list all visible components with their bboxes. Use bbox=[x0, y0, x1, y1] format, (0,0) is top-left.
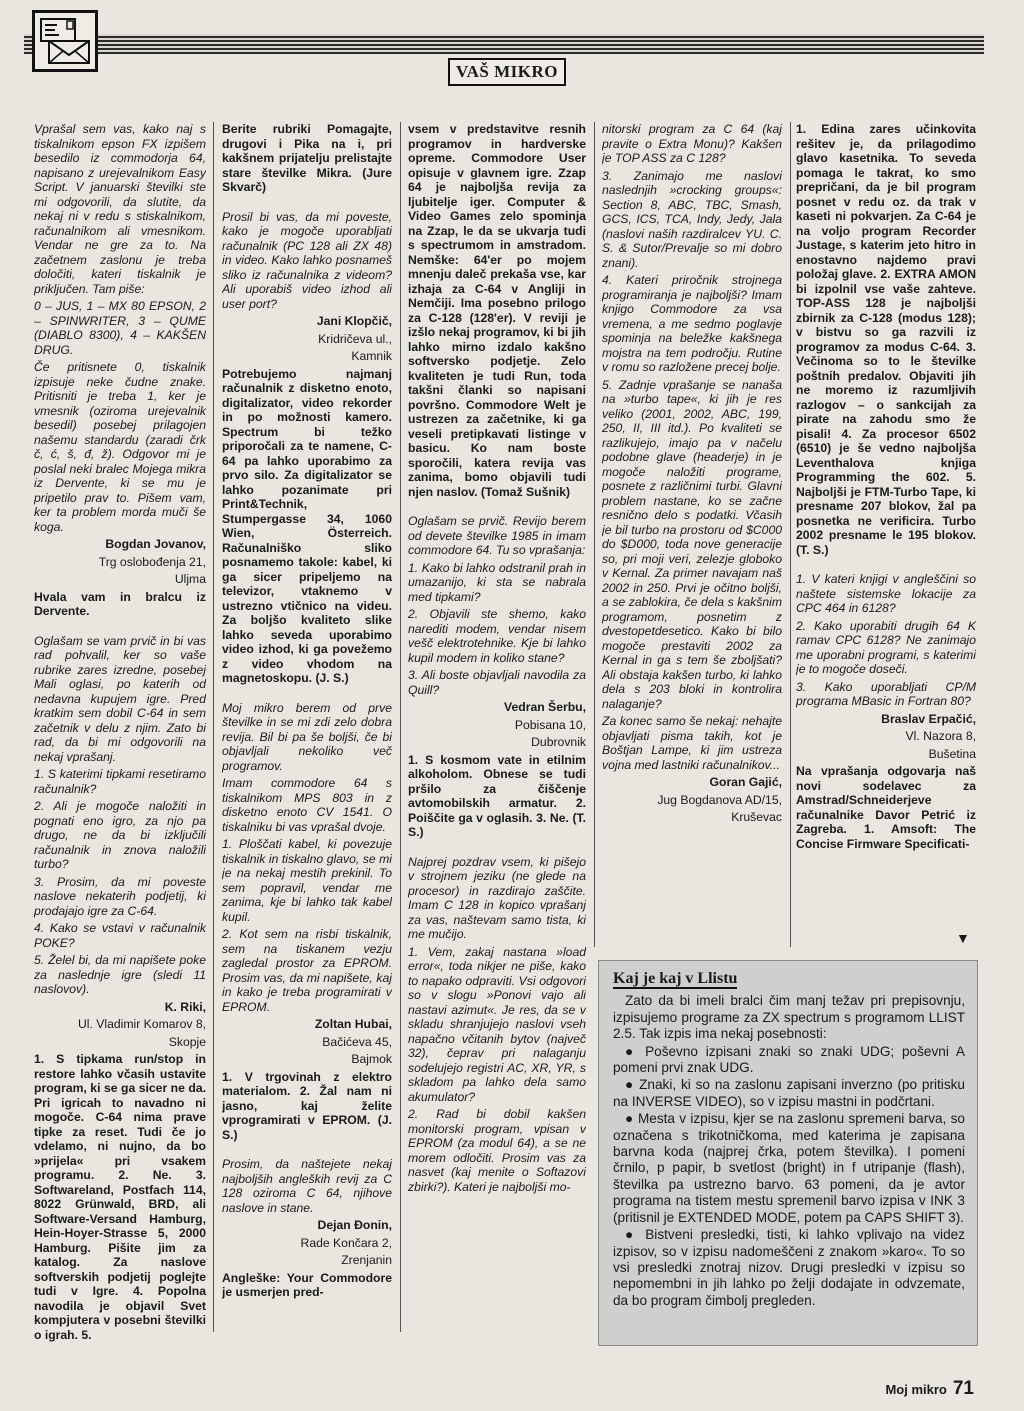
signature-name: Dejan Đonin, bbox=[317, 1218, 392, 1232]
reader-letter: 3. Ali boste objavljali navodila za Quill? bbox=[408, 668, 586, 697]
page-footer bbox=[885, 1378, 974, 1400]
signature-name: Zoltan Hubai, bbox=[314, 1017, 392, 1031]
editor-reply: 1. S kosmom vate in etilnim alkoholom. Obnese se tudi pršilo za čiščenje avtomobilskih armatur. 2. Poiščite ga v oglasih. 3. Ne. (T. S.) bbox=[408, 752, 586, 839]
signature-address: Zrenjanin bbox=[341, 1253, 392, 1267]
reader-letter: 0 – JUS, 1 – MX 80 EPSON, 2 – SPINWRITER, 3 – QUME (DIABLO 8300), 4 – KAKŠEN DRUG. bbox=[34, 299, 206, 357]
editor-reply: Na vprašanja odgovarja naš novi sodelavec za Amstrad/Schneiderjeve računalnike Davor Petrić iz Zagreba. 1. Amsoft: The Concise Firmware Specificati- bbox=[796, 764, 976, 851]
reader-letter: 3. Zanimajo me naslovi naslednjih »crocking groups«: Section 8, ABC, TBC, Smash, GCS, ICS, TCA, Indy, Jedy, Jala (naslovi naših razdiralcev YU. C. S. & Sutor/Prevalje so mi dobro znani). bbox=[602, 168, 782, 270]
editor-reply: vsem v predstavitve resnih programov in hardverske opreme. Commodore User opisuje v glavnem igre. Zzap 64 je najboljša revija za ljubitelje iger. Computer & Video Games zelo spominja na Zzap, le da se ukvarja tudi s spectrumom in amstradom. Nemške: 64'er po mojem mnenju daleč prekaša vse, kar izhaja za C-64 v Angliji in Nemčiji. Ima posebno prilogo za C-128 (128'er). V reviji je izšlo nekaj programov, ki bi jih lahko mirno izdalo kakšno softversko podjetje. Zelo kvaliteten je tudi Run, toda takšni članki so napisani površno. Commodore Welt je ustrezen za začetnike, ki ga veseli pretipkavati listinge v basicu. Ko nam boste sporočili, katera revija vas zanima, bomo objavili tudi njen naslov. (Tomaž Sušnik) bbox=[408, 122, 586, 499]
reader-letter: Imam commodore 64 s tiskalnikom MPS 803 in z disketno enoto CV 1541. O tiskalniku bi vas vprašal dvoje. bbox=[222, 776, 392, 834]
signature-name: Braslav Erpačić, bbox=[881, 711, 976, 726]
paragraph-gap bbox=[34, 622, 206, 634]
box-title: Kaj je kaj v Llistu bbox=[613, 971, 737, 989]
paragraph-gap bbox=[222, 1145, 392, 1157]
reader-letter: 2. Objavili ste shemo, kako narediti modem, vendar nisem vešč elektrotehnike. Kje bi lahko kupil modem in koliko stane? bbox=[408, 607, 586, 665]
reader-letter: Najprej pozdrav vsem, ki pišejo v strojnem jeziku (ne glede na procesor) in razdirajo zaščite. Imam C 128 in kopico vprašanj za vas, naštevam samo tista, ki me mučijo. bbox=[408, 854, 586, 941]
box-body bbox=[613, 993, 965, 1309]
paragraph-gap bbox=[408, 843, 586, 855]
reader-letter: 1. Vem, zakaj nastana »load error«, toda nikjer ne piše, kako to napako odpraviti. Vsi odgovori so v slogu »Ponovi vajo ali nastavi azimut«. Je res, da se v skladu shranjujejo naslovi vseh napačno včitanih bytov (največ 32), čeprav pri nalaganju sodelujejo registri AC, XR, YR, s skladom pa lahko dela samo akumulator? bbox=[408, 944, 586, 1104]
editor-reply: Hvala vam in bralcu iz Dervente. bbox=[34, 589, 206, 618]
paragraph-gap bbox=[222, 198, 392, 210]
reader-letter: Vprašal sem vas, kako naj s tiskalnikom epson FX izpišem besedilo iz commodorja 64, napisano z urejevalnikom Easy Script. V januarski številki ste mi odgovorili, da slutite, da nekaj ni v redu s stiskalnikom, računalnikom ali vmesnikom. Vendar ne gre za to. Na začetnem zaslonu je treba določiti, kateri tiskalnik je priključen. Tam piše: bbox=[34, 122, 206, 296]
reader-letter: Prosil bi vas, da mi poveste, kako je mogoče uporabljati računalnik (PC 128 ali ZX 48) in video. Kako lahko posnameš sliko iz računalnika z videom? Ali uporabiš video izhod ali user port? bbox=[222, 209, 392, 311]
box-paragraph: ● Mesta v izpisu, kjer se na zaslonu spremeni barva, so označena s trikotničkoma, med katerima je zapisana barvna koda (najprej črka, potem številka). I pomeni črnilo, p papir, b svetlost (bright) in f utripanje (flash), številka pa ustrezno barvo. 63 pomeni, da je avtor programa na tistem mestu spremenil barvo izpisa v INK 3 (pritisnil je EXTENDED MODE, potem pa CAPS SHIFT 3). bbox=[613, 1111, 965, 1225]
signature-address: Kridričeva ul., bbox=[318, 331, 392, 346]
signature-name: Bogdan Jovanov, bbox=[105, 537, 206, 551]
reader-letter: 3. Prosim, da mi poveste naslove nekaterih podjetij, ki prodajajo igre za C-64. bbox=[34, 874, 206, 918]
column-3 bbox=[408, 122, 586, 1347]
box-paragraph: Zato da bi imeli bralci čim manj težav pri prepisovnju, izpisujemo programe za ZX spectrum s programom LLIST 2.5. Tak izpis ima nekaj posebnosti: bbox=[613, 993, 965, 1042]
signature-address: Uljma bbox=[174, 572, 206, 586]
column-divider bbox=[400, 122, 401, 1332]
signature-address: Bačićeva 45, bbox=[322, 1034, 392, 1049]
signature-address: Rade Končara 2, bbox=[300, 1235, 392, 1250]
page-number: 71 bbox=[952, 1378, 974, 1399]
signature-address: Dubrovnik bbox=[531, 735, 586, 749]
signature-name: Vedran Šerbu, bbox=[504, 700, 586, 714]
reader-letter: Če pritisnete 0, tiskalnik izpisuje neke čudne znake. Pritisniti je treba 1, ker je vmesnik (oziroma urejevalnik besedil) posebej prilagojen našemu standardu (zaradi črk č, ć, š, đ, ž). Odgovor mi je poslal neki bralec Mojega mikra iz Dervente, ki se mu je pripetilo prav to. Pišem vam, ker ta problem morda muči še koga. bbox=[34, 360, 206, 534]
editor-reply: Potrebujemo najmanj računalnik z disketno enoto, digitalizator, video rekorder in po možnosti kamero. Spectrum bi težko priporočali za te namene, C-64 pa lahko uporabimo za prvo silo. Za digitalizator se lahko pozanimate pri Print&Technik, Stumpergasse 34, 1060 Wien, Österreich. Računalniško sliko posnamemo takole: kabel, ki ga sicer pripeljemo na televizor, vtaknemo v ustrezno vtičnico na videu. Za boljšo kvaliteto slike lahko seveda uporabimo video izhod, ki ga povežemo z video vhodom na magnetoskopu. (J. S.) bbox=[222, 366, 392, 685]
reader-letter: Moj mikro berem od prve številke in se mi zdi zelo dobra revija. Bil bi pa še boljši, če bi objavljali nekoliko več programov. bbox=[222, 700, 392, 773]
editor-reply: 1. S tipkama run/stop in restore lahko včasih ustavite program, ki se ga sicer ne da. Pri igricah to navadno ni mogoče. C-64 nima prave tipke za reset. Tudi če jo vdelamo, ni nujno, da bo »prijela« pri vsakem programu. 2. Ne. 3. Softwareland, Postfach 114, 8022 Grünwald, BRD, ali Software-Versand Hamburg, Hein-Hoyer-Strasse 5, 2000 Hamburg. Pišite jim za katalog. Za naslove softverskih podjetij poglejte tudi v Igre. 4. Popolna navodila je objavil Svet kompjutera v posebni številki o igrah. 5. bbox=[34, 1052, 206, 1342]
llist-info-box bbox=[598, 960, 978, 1346]
reader-letter: 3. Kako uporabljati CP/M programa MBasic in Fortran 80? bbox=[796, 679, 976, 708]
column-5 bbox=[796, 122, 976, 942]
reader-letter: 1. S katerimi tipkami resetiramo računalnik? bbox=[34, 767, 206, 796]
box-paragraph: ● Znaki, ki so na zaslonu zapisani inverzno (po pritisku na INVERSE VIDEO), so v izpisu mastni in podčrtani. bbox=[613, 1077, 965, 1109]
signature-address: Kamnik bbox=[351, 349, 392, 363]
section-title: VAŠ MIKRO bbox=[448, 58, 566, 86]
signature-name: K. Riki, bbox=[164, 999, 206, 1014]
reader-letter: 4. Kako se vstavi v računalnik POKE? bbox=[34, 921, 206, 950]
header-rule bbox=[24, 34, 984, 54]
signature-address: Bajmok bbox=[351, 1052, 392, 1066]
signature-address: Bušetina bbox=[928, 746, 976, 761]
reader-letter: 5. Želel bi, da mi napišete poke za naslednje igre (sledi 11 naslovov). bbox=[34, 953, 206, 996]
reader-letter: Oglašam se prvič. Revijo berem od devete številke 1985 in imam commodore 64. Tu so vprašanja: bbox=[408, 514, 586, 557]
signature-name: Goran Gajić, bbox=[709, 775, 782, 789]
reader-letter: 1. Kako bi lahko odstranil prah in umazanijo, ki sta se nabrala med tipkami? bbox=[408, 560, 586, 604]
continue-arrow-icon: ▼ bbox=[956, 930, 970, 946]
paragraph-gap bbox=[408, 502, 586, 514]
signature-address: Skopje bbox=[168, 1034, 206, 1049]
magazine-name: Moj mikro bbox=[885, 1382, 947, 1397]
signature-address: Ul. Vladimir Komarov 8, bbox=[77, 1017, 206, 1031]
signature-address: Pobisana 10, bbox=[514, 717, 586, 732]
editor-reply: Berite rubriki Pomagajte, drugovi i Pika na i, pri kakšnem prijatelju prelistajte stare številke Mikra. (Jure Skvarč) bbox=[222, 122, 392, 194]
reader-letter: Prosim, da naštejete nekaj najboljših angleških revij za C 128 oziroma C 64, njihove naslove in stane. bbox=[222, 1157, 392, 1215]
reader-letter: 2. Rad bi dobil kakšen monitorski program, vpisan v EPROM (za modul 64), a se ne morem odločiti. Prosim vas za nasvet (kaj menite o Softazovi zbirki?). Kateri je najboljši mo- bbox=[408, 1107, 586, 1194]
paragraph-gap bbox=[222, 689, 392, 701]
box-paragraph: ● Poševno izpisani znaki so znaki UDG; poševni A pomeni prvi znak UDG. bbox=[613, 1043, 965, 1076]
column-divider bbox=[213, 122, 214, 1332]
signature-address: Trg oslobođenja 21, bbox=[98, 554, 206, 569]
signature-address: Kruševac bbox=[731, 810, 782, 824]
reader-letter: 5. Zadnje vprašanje se nanaša na »turbo tape«, ki jih je res veliko (2001, 2002, ABC, 199, 250, II, III itd.). Po kvaliteti se razlikujejo, imajo pa v načelu podobne glave (headerje) in je mogoče naložiti programe, posnete z različnimi turbi. Glavni problem nastane, ko se začne resnično delo s podatki. Včasih je bil turbo na prostoru od $C000 do $D000, toda nove generacije so, pri moji veri, zelezje globoko v Kernal. Za primer navajam naš 2002 in 250. Prvi je očitno boljši, a se zablokira, če dela s kakšnim programom, posnetim z dvestopetdesetico. Kako bi bilo mogoče prestaviti 2002 za Kernal in ga s tem še zboljšati? Ali obstaja kakšen turbo, ki lahko dela s 203 bloki in kontrolira nalaganje? bbox=[602, 377, 782, 711]
reader-letter: Oglašam se vam prvič in bi vas rad pohvalil, ker so vaše rubrike zares izredne, posebej Mali oglasi, po katerih od nedavna kupujem igre. Pred kratkim sem dobil C-64 in sem začetnik v delu z njim. Zato bi rad, da bi mi odgovorili na nekaj vprašanj. bbox=[34, 633, 206, 764]
column-4 bbox=[602, 122, 782, 952]
editor-reply: Angleške: Your Commodore je usmerjen pred- bbox=[222, 1270, 392, 1299]
column-divider bbox=[790, 122, 791, 947]
reader-letter: nitorski program za C 64 (kaj pravite o Extra Monu)? Kakšen je TOP ASS za C 128? bbox=[602, 122, 782, 165]
editor-reply: 1. V trgovinah z elektro materialom. 2. Žal nam ni jasno, kaj želite vprogramirati v EPROM. (J. S.) bbox=[222, 1069, 392, 1142]
box-paragraph: ● Bistveni presledki, tisti, ki lahko vplivajo na videz izpisov, so v izpisu nadomeščeni z znakom »karo«. To so vsi presledki znotraj nizov. Drugi presledki v izpisu so nepomembni in jih lahko po želji dodajate in odvzemate, da bo program čimbolj pregleden. bbox=[613, 1227, 965, 1308]
editor-reply: 1. Edina zares učinkovita rešitev je, da prilagodimo glavo kasetnika. To seveda pomaga le takrat, ko smo prepričani, da je bil program posnet v redu oz. da trak v kaseti ni pokvarjen. Za C-64 je na voljo program Recorder Justage, s katerim jeto hitro in enostavno najdemo pravi položaj glave. 2. EXTRA AMON bi izpolnil vse vaše zahteve. TOP-ASS 128 je najboljši zbirnik za C-128 (modus 128); v bistvu so ga razvili iz programov za modus C-64. 3. Večinoma so to le številke poštnih predalov. Objaviti jih ne moremo iz razumljivih razlogov – o sankcijah za pirate na zahodu smo že pisali! 4. Za procesor 6502 (6510) je še vedno najboljša Leventhalova knjiga Programming the 602. 5. Najboljši je FTM-Turbo Tape, ki presname 207 blokov, žal pa posnetka ne verificira. Turbo 2002 presname le 195 blokov. (T. S.) bbox=[796, 122, 976, 557]
mail-icon bbox=[32, 10, 98, 72]
column-1 bbox=[34, 122, 206, 1347]
reader-letter: 1. V kateri knjigi v angleščini so naštete sistemske lokacije za CPC 464 in 6128? bbox=[796, 572, 976, 615]
reader-letter: 2. Ali je mogoče naložiti in pognati eno igro, za njo pa drugo, ne da bi izključili računalnik in znova naložili turbo? bbox=[34, 799, 206, 871]
signature-address: Jug Bogdanova AD/15, bbox=[657, 792, 782, 807]
paragraph-gap bbox=[796, 560, 976, 572]
reader-letter: 4. Kateri priročnik strojnega programiranja je najboljši? Imam knjigo Commodore za vsa vremena, a me sedmo poglavje spominja na beležke kakšnega mojstra na tem področju. Rutine v romu so razložene precej bolje. bbox=[602, 273, 782, 374]
signature-name: Jani Klopčič, bbox=[316, 314, 392, 328]
signature-address: Vl. Nazora 8, bbox=[905, 729, 976, 743]
column-2 bbox=[222, 122, 392, 1347]
reader-letter: 1. Ploščati kabel, ki povezuje tiskalnik in tiskalno glavo, se mi je na nekaj mestih prekinil. To sem popravil, vendar me zanima, kje bi lahko tak kabel kupil. bbox=[222, 837, 392, 924]
reader-letter: Za konec samo še nekaj: nehajte objavljati pisma takih, kot je Boštjan Lampe, ki jim ustreza vojna med lastniki računalnikov... bbox=[602, 714, 782, 772]
reader-letter: 2. Kot sem na risbi tiskalnik, sem na tiskanem vezju zagledal prostor za EPROM. Prosim vas, da mi napišete, kaj in kako je treba programirati v EPROM. bbox=[222, 927, 392, 1014]
column-divider bbox=[594, 122, 595, 947]
reader-letter: 2. Kako uporabiti drugih 64 K ramav CPC 6128? Ne zanimajo me uporabni programi, s katerimi je to mogoče doseči. bbox=[796, 618, 976, 676]
